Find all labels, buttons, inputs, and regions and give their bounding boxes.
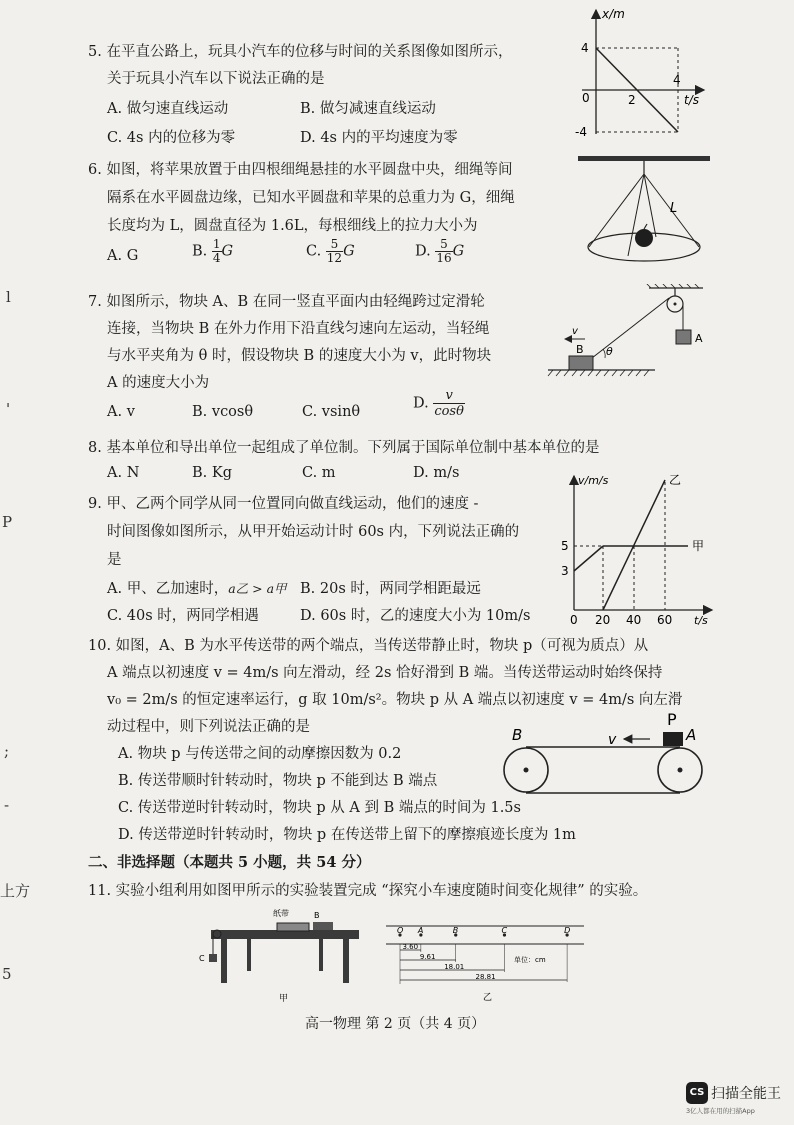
section-2-heading: 二、非选择题（本题共 5 小题，共 54 分） [88, 854, 371, 871]
q6-ceiling [578, 156, 710, 161]
q6-label-l: L [670, 201, 678, 216]
q9-option-a-math: a乙 > a甲 [228, 581, 287, 596]
q9-x-0: 0 [570, 613, 578, 627]
q8-option-c: C. m [302, 465, 336, 481]
q5-y-neg: -4 [575, 125, 587, 139]
q7-option-c: C. vsinθ [302, 404, 361, 420]
tape-dim-label-2: 9.61 [419, 953, 436, 961]
q7-stem-line3: 与水平夹角为 θ 时，假设物块 B 的速度大小为 v，此时物块 [107, 348, 492, 364]
q9-label-yi: 乙 [669, 473, 682, 487]
q6-option-c-num: 5 [326, 238, 343, 252]
tape-dim-label-1: 3.60 [402, 943, 419, 951]
q5-t-end: 4 [673, 73, 681, 87]
q7-stem-line2: 连接，当物块 B 在外力作用下沿直线匀速向左运动，当轻绳 [107, 321, 490, 337]
q9-vt-graph [548, 470, 716, 632]
q7-label-theta: θ [606, 345, 613, 358]
q6-option-d [415, 238, 464, 265]
q7-option-d [413, 388, 465, 419]
q11-label-c: C [199, 954, 205, 963]
q6-option-b-den: 4 [212, 251, 221, 265]
q5-stem-line1: 5. 在平直公路上，玩具小汽车的位移与时间的关系图像如图所示， [88, 44, 513, 60]
q11-label-b: B [314, 911, 320, 920]
q6-option-c-letter: C. [306, 243, 322, 260]
q8-option-b: B. Kg [192, 465, 232, 481]
q7-stem-line4: A 的速度大小为 [107, 375, 210, 391]
q11-hook-weight [209, 954, 217, 962]
tape-point-c: C [501, 926, 508, 935]
margin-mark-1: l [6, 288, 11, 306]
q6-stem-line3: 长度均为 L，圆盘直径为 1.6L，每根细线上的拉力大小为 [107, 218, 478, 234]
q10-stem-line1: 10. 如图，A、B 为水平传送带的两个端点，当传送带静止时，物块 p（可视为质点）从 [88, 638, 649, 654]
q11-caption-jia: 甲 [279, 994, 289, 1004]
q6-apple-figure [576, 152, 716, 274]
q5-stem-line2: 关于玩具小汽车以下说法正确的是 [107, 71, 325, 87]
q11-cart [313, 922, 333, 930]
q10-option-c: C. 传送带逆时针转动时，物块 p 从 A 到 B 端点的时间为 1.5s [118, 800, 521, 816]
tape-point-b: B [452, 926, 459, 935]
q11-tape-unit: 单位：cm [514, 956, 546, 964]
q6-option-a: A. G [107, 248, 139, 264]
tape-point-a: A [417, 926, 424, 935]
q10-block-p [663, 732, 683, 746]
q9-label-jia: 甲 [692, 539, 705, 553]
q10-conveyor-figure [500, 706, 710, 802]
scanner-watermark [686, 1082, 781, 1115]
q9-option-a [107, 577, 287, 598]
scanner-app-name: 扫描全能王 [711, 1086, 781, 1102]
q6-option-b-num: 1 [212, 237, 221, 251]
q6-option-d-var: G [452, 243, 465, 260]
margin-mark-2: ' [6, 400, 11, 418]
q10-label-b: B [512, 726, 523, 744]
q10-label-a: A [686, 726, 697, 744]
q5-option-a: A. 做匀速直线运动 [107, 101, 229, 117]
margin-mark-6: 上方 [0, 882, 31, 900]
q11-caption-yi: 乙 [483, 993, 493, 1002]
q6-option-c-frac [326, 238, 343, 265]
q9-option-d: D. 60s 时，乙的速度大小为 10m/s [300, 608, 531, 624]
q9-x-label: t/s [694, 614, 708, 627]
q7-option-b: B. vcosθ [192, 404, 254, 420]
q5-option-c: C. 4s 内的位移为零 [107, 130, 236, 146]
q5-t-mid: 2 [628, 93, 636, 107]
q6-option-c-den: 12 [326, 251, 343, 265]
q6-option-b [192, 238, 233, 265]
margin-mark-5: - [4, 796, 10, 814]
q6-option-d-den: 16 [436, 251, 452, 265]
tape-point-o: O [397, 926, 404, 935]
q7-pulley-figure [545, 284, 715, 384]
q6-option-b-var: G [221, 243, 234, 260]
q10-stem-line3: v₀ = 2m/s 的恒定速率运行，g 取 10m/s²。物块 p 从 A 端点以初速度 v = 4m/s 向左滑 [107, 692, 683, 708]
q5-y-pos: 4 [581, 41, 589, 55]
q5-x-label: t/s [684, 93, 699, 107]
q6-stem-line2: 隔系在水平圆盘边缘，已知水平圆盘和苹果的总重力为 G，细绳 [107, 190, 515, 206]
q6-rope-back [644, 174, 656, 237]
q7-option-d-num: v [433, 388, 465, 404]
q9-stem-line2: 时间图像如图所示，从甲开始运动计时 60s 内，下列说法正确的 [107, 524, 520, 540]
q11-apparatus-figure [195, 904, 365, 1004]
q10-option-d: D. 传送带逆时针转动时，物块 p 在传送带上留下的摩擦痕迹长度为 1m [118, 827, 576, 843]
q9-y-5: 5 [561, 539, 569, 553]
q5-y-label: x/m [602, 7, 625, 21]
q9-series-jia-rise [574, 546, 603, 571]
q11-stem: 11. 实验小组利用如图甲所示的实验装置完成 “探究小车速度随时间变化规律” 的实验。 [88, 883, 648, 899]
q11-tape-figure [380, 920, 590, 1002]
q10-label-v: v [608, 732, 617, 748]
q7-option-d-frac [433, 388, 465, 419]
q6-option-d-num: 5 [435, 238, 452, 252]
q9-y-3: 3 [561, 564, 569, 578]
q7-rope [592, 298, 669, 358]
q10-option-b: B. 传送带顺时针转动时，物块 p 不能到达 B 端点 [118, 773, 438, 789]
q5-option-b: B. 做匀减速直线运动 [300, 101, 436, 117]
apple-icon [635, 229, 653, 247]
q7-block-a [676, 330, 691, 344]
margin-mark-7: 5 [2, 965, 12, 983]
q8-option-a: A. N [107, 465, 140, 481]
q9-option-b: B. 20s 时，两同学相距最远 [300, 581, 481, 597]
q10-stem-line2: A 端点以初速度 v = 4m/s 向左滑动，经 2s 恰好滑到 B 端。当传送带运动时始终保持 [107, 665, 663, 681]
q6-option-c-var: G [343, 243, 355, 260]
q7-block-b [569, 356, 593, 370]
q7-option-d-den: cosθ [434, 404, 464, 419]
q9-option-c: C. 40s 时，两同学相遇 [107, 608, 259, 624]
tape-dim-label-3: 18.01 [444, 963, 465, 971]
q9-x-40: 40 [626, 613, 642, 627]
q10-option-a: A. 物块 p 与传送带之间的动摩擦因数为 0.2 [118, 746, 402, 762]
q10-stem-line4: 动过程中，则下列说法正确的是 [107, 719, 310, 735]
q7-label-b: B [576, 343, 584, 356]
q5-origin: 0 [582, 91, 590, 105]
q9-stem-line3: 是 [107, 552, 122, 568]
q11-label-tape: 纸带 [273, 909, 289, 918]
q6-option-c [306, 238, 355, 265]
q9-y-label: v/m/s [578, 474, 609, 487]
q9-stem-line1: 9. 甲、乙两个同学从同一位置同向做直线运动，他们的速度 - [88, 496, 479, 512]
q9-x-60: 60 [657, 613, 673, 627]
q5-option-d: D. 4s 内的平均速度为零 [300, 130, 458, 146]
margin-mark-3: P [2, 513, 13, 531]
camscanner-logo-icon: CS [686, 1082, 708, 1104]
q7-option-d-letter: D. [413, 395, 429, 412]
q7-option-a: A. v [107, 404, 135, 420]
q7-stem-line1: 7. 如图所示，物块 A、B 在同一竖直平面内由轻绳跨过定滑轮 [88, 294, 485, 310]
q8-option-d: D. m/s [413, 465, 460, 481]
q6-option-b-frac [212, 238, 222, 265]
q7-label-a: A [695, 332, 703, 345]
page-footer: 高一物理 第 2 页（共 4 页） [305, 1016, 486, 1032]
q10-label-p: P [667, 710, 677, 729]
q9-x-20: 20 [595, 613, 611, 627]
q6-option-b-letter: B. [192, 243, 208, 260]
scanner-tagline: 3亿人都在用的扫描App [686, 1107, 755, 1115]
q5-xt-graph [572, 4, 712, 144]
q9-option-a-text: A. 甲、乙加速时， [107, 581, 229, 597]
tape-point-d: D [564, 926, 571, 935]
q11-timer [277, 923, 309, 931]
q8-stem: 8. 基本单位和导出单位一起组成了单位制。下列属于国际单位制中基本单位的是 [88, 440, 600, 456]
q6-option-d-frac [435, 238, 452, 265]
q7-label-v: v [572, 326, 578, 337]
q6-stem-line1: 6. 如图，将苹果放置于由四根细绳悬挂的水平圆盘中央，细绳等间 [88, 162, 513, 178]
margin-mark-4: ; [4, 742, 10, 760]
q6-option-d-letter: D. [415, 243, 431, 260]
tape-dim-label-4: 28.81 [475, 973, 496, 981]
